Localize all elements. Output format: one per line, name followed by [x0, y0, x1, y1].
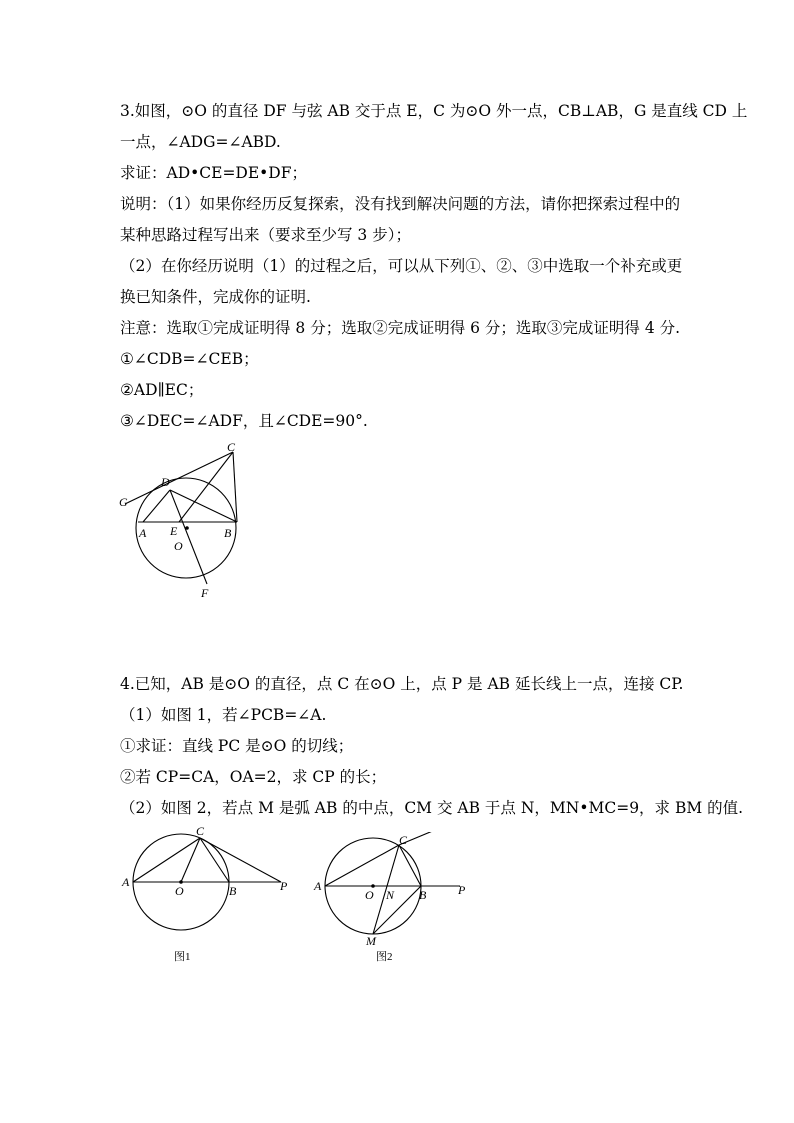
fig2-label-c: C	[399, 833, 408, 847]
fig2-label-o: O	[365, 888, 374, 902]
p4-line-4: ②若 CP=CA，OA=2，求 CP 的长；	[120, 768, 387, 786]
p3-line-11: ③∠DEC=∠ADF，且∠CDE=90°.	[120, 412, 368, 430]
p4-line-3: ①求证：直线 PC 是⊙O 的切线；	[120, 737, 354, 755]
fig2-caption: 图2	[376, 951, 393, 963]
p3-label-e: E	[170, 524, 178, 538]
p3-line-2: 一点，∠ADG=∠ABD.	[120, 133, 281, 151]
fig2-segment-ac	[325, 845, 399, 886]
p4-figure-1	[118, 822, 298, 967]
p3-geometry-figure	[115, 440, 250, 605]
p3-line-1: 3.如图，⊙O 的直径 DF 与弦 AB 交于点 E，C 为⊙O 外一点，CB⊥AB，G 是直线 CD 上	[120, 102, 748, 120]
fig2-label-a: A	[314, 879, 322, 893]
p4-figure-2	[310, 832, 480, 967]
p3-line-gc	[125, 452, 233, 504]
fig1-caption: 图1	[174, 951, 191, 963]
p4-line-5: （2）如图 2，若点 M 是弧 AB 的中点，CM 交 AB 于点 N，MN•MC=9，求 BM 的值.	[120, 799, 744, 817]
p3-label-a: A	[139, 526, 147, 540]
fig2-segment-cb	[399, 845, 421, 886]
p3-center-dot	[185, 526, 189, 530]
fig1-segment-cp	[200, 838, 281, 882]
fig2-label-b: B	[419, 888, 427, 902]
p3-line-4: 说明：（1）如果你经历反复探索，没有找到解决问题的方法，请你把探索过程中的	[120, 195, 681, 213]
fig1-segment-cb	[200, 838, 229, 882]
p3-label-g: G	[119, 495, 128, 509]
p3-label-d: D	[161, 475, 170, 489]
fig1-label-p: P	[280, 879, 288, 893]
fig1-label-a: A	[122, 875, 130, 889]
p3-line-3: 求证：AD•CE=DE•DF；	[120, 164, 307, 182]
fig2-label-n: N	[386, 888, 395, 902]
p3-line-10: ②AD∥EC；	[120, 381, 204, 399]
fig2-label-p: P	[458, 883, 466, 897]
p3-line-9: ①∠CDB=∠CEB；	[120, 350, 259, 368]
p4-line-2: （1）如图 1，若∠PCB=∠A.	[120, 706, 327, 724]
p3-line-7: 换已知条件，完成你的证明.	[120, 288, 311, 306]
fig1-label-o: O	[175, 884, 184, 898]
p3-segment-ce	[179, 452, 233, 522]
p3-segment-da	[143, 490, 170, 522]
fig1-label-b: B	[229, 884, 237, 898]
fig1-label-c: C	[196, 824, 205, 838]
p3-line-8: 注意：选取①完成证明得 8 分；选取②完成证明得 6 分；选取③完成证明得 4 分.	[120, 319, 681, 337]
p3-label-c: C	[227, 440, 236, 454]
p3-line-6: （2）在你经历说明（1）的过程之后，可以从下列①、②、③中选取一个补充或更	[120, 257, 683, 275]
p3-line-5: 某种思路过程写出来（要求至少写 3 步）；	[120, 226, 411, 244]
p3-label-b: B	[224, 526, 232, 540]
p3-segment-db	[170, 490, 237, 522]
fig2-label-m: M	[366, 934, 376, 948]
p3-label-f: F	[201, 586, 209, 600]
p4-line-1: 4.已知，AB 是⊙O 的直径，点 C 在⊙O 上，点 P 是 AB 延长线上一点，连接 CP.	[120, 675, 684, 693]
p3-label-o: O	[174, 539, 183, 553]
